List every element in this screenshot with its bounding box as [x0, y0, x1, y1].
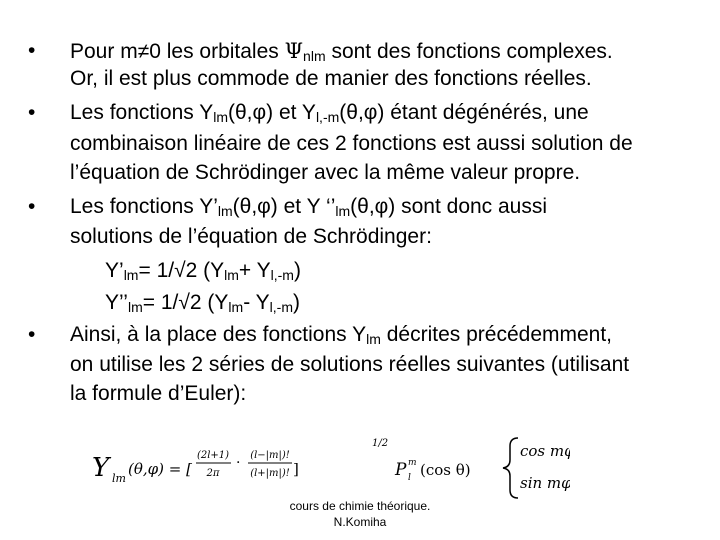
bullet-1-line-1: Pour m≠0 les orbitales $\Psi_{nlm}$ sont des fonctions complexes. [70, 39, 613, 64]
formula-brace [503, 438, 518, 498]
psi-symbol: Ψ [284, 39, 304, 63]
bullet-3-line-2: solutions de l’équation de Schrödinger: [70, 225, 432, 248]
formula-cos-mphi: cos mφ [520, 442, 570, 460]
equation-y-prime: $Y’_{lm}= 1/√2$ $(Y_{lm}+ Y_{l,-m})$ [105, 259, 301, 283]
footer [240, 498, 480, 530]
bullet-3-line-1: Les fonctions $Y’_{lm}(\theta,\varphi)$ et Y ‘$’_{lm}(\theta,\varphi)$ sont donc aussi [70, 195, 548, 219]
formula-P: P [395, 460, 407, 480]
footer-line-2: N.Komiha [333, 515, 387, 529]
formula-Y: Y [92, 453, 110, 483]
footer-line-1: cours de chimie théorique. [289, 499, 431, 513]
formula-sin-mphi: sin mφ [520, 474, 570, 492]
equation-y-double-prime: $Y’’_{lm}= 1/√2$ ($Y_{lm}-$ $Y_{l,-m}$) [105, 291, 300, 315]
bullet-4-marker: • [28, 323, 36, 346]
bullet-2-marker: • [28, 101, 36, 124]
formula-frac1-num: (2l+1) [196, 450, 230, 461]
bullet-2-line-3: l’équation de Schrödinger avec la même valeur propre. [70, 161, 581, 184]
formula-frac1-den: 2π [206, 468, 220, 479]
bullet-4-line-2: on utilise les 2 séries de solutions réelles suivantes (utilisant [70, 353, 630, 376]
bullet-2-line-1: Les fonctions $Y_{lm}(\theta,\varphi)$ et $Y_{l,-m}(\theta,\varphi)$ étant dégénérés, une [70, 101, 589, 125]
formula-frac2-den: (l+|m|)! [250, 468, 290, 479]
bullet-1-line-2: Or, il est plus commode de manier des fonctions réelles. [70, 67, 592, 90]
bullet-2-line-2: combinaison linéaire de ces 2 fonctions est aussi solution de [70, 132, 633, 155]
formula-cos-arg: (cos θ) [420, 461, 471, 479]
formula-args: (θ,φ) = [ [128, 460, 192, 478]
formula-svg [90, 432, 570, 502]
formula-close: ] [293, 460, 299, 478]
formula-P-sub: l [408, 473, 411, 483]
bullet-4-line-1: Ainsi, à la place des fonctions $Y_{lm}$ décrites précédemment, [70, 323, 613, 347]
formula-lm-sub: lm [112, 472, 126, 485]
formula-frac2-num: (l−|m|)! [250, 450, 290, 461]
formula-dot: · [236, 455, 241, 471]
bullet-1-marker: • [28, 39, 36, 62]
bullet-4-line-3: la formule d’Euler): [70, 382, 247, 405]
bullet-3-marker: • [28, 195, 36, 218]
formula-P-sup: m [408, 458, 417, 468]
formula-ylm-real [90, 432, 570, 502]
formula-exponent: 1/2 [372, 438, 389, 449]
